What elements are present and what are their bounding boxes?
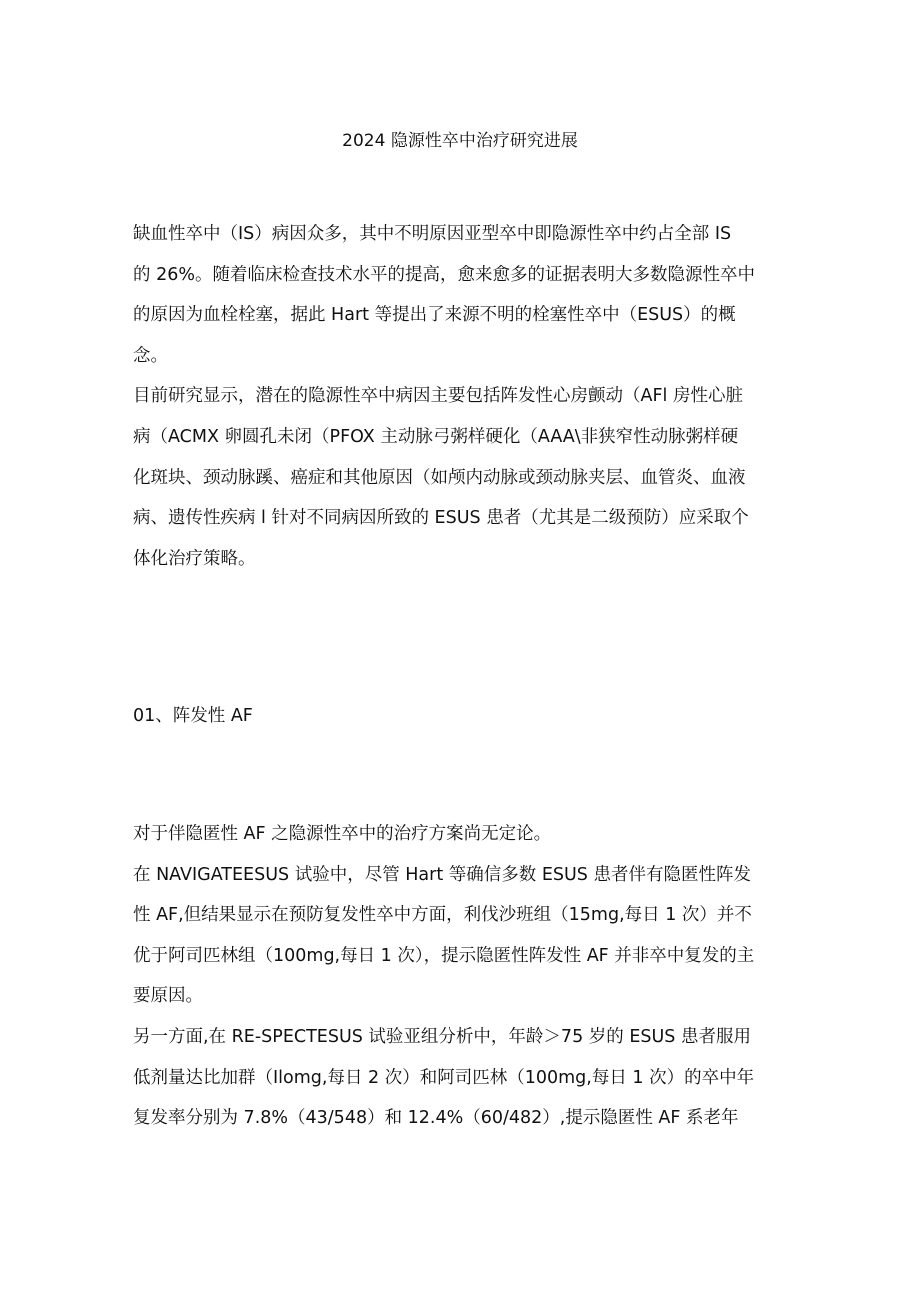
text-line: 病（ACMX 卵圆孔未闭（PFOX 主动脉弓粥样硬化（AAA\非狭窄性动脉粥样硬 xyxy=(133,426,739,447)
text-line: 化斑块、颈动脉蹊、癌症和其他原因（如颅内动脉或颈动脉夹层、血管炎、血液 xyxy=(133,467,746,488)
intro-paragraphs xyxy=(133,214,793,579)
section-paragraphs xyxy=(133,814,793,1139)
text-line: 病、遗传性疾病 l 针对不同病因所致的 ESUS 患者（尤其是二级预防）应采取个 xyxy=(133,508,749,529)
text-line: 低剂量达比加群（Ilomg,每日 2 次）和阿司匹林（100mg,每日 1 次）的卒中年 xyxy=(133,1067,755,1088)
text-line: 优于阿司匹林组（100mg,每日 1 次），提示隐匿性阵发性 AF 并非卒中复发的主 xyxy=(133,945,755,966)
text-line: 在 NAVIGATEESUS 试验中，尽管 Hart 等确信多数 ESUS 患者伴有隐匿性阵发 xyxy=(133,864,751,885)
text-line: 性 AF,但结果显示在预防复发性卒中方面，利伐沙班组（15mg,每日 1 次）并不 xyxy=(133,905,752,926)
text-line: 复发率分别为 7.8%（43/548）和 12.4%（60/482）,提示隐匿性 AF 系老年 xyxy=(133,1108,739,1129)
text-line: 的原因为血栓栓塞，据此 Hart 等提出了来源不明的栓塞性卒中（ESUS）的概 xyxy=(133,305,736,326)
text-line: 要原因。 xyxy=(133,986,203,1007)
text-line: 缺血性卒中（IS）病因众多，其中不明原因亚型卒中即隐源性卒中约占全部 IS xyxy=(133,224,732,244)
text-line: 念。 xyxy=(133,345,168,366)
text-line: 另一方面,在 RE-SPECTESUS 试验亚组分析中，年龄＞75 岁的 ESUS 患者服用 xyxy=(133,1026,751,1047)
text-line: 的 26%。随着临床检查技术水平的提高，愈来愈多的证据表明大多数隐源性卒中 xyxy=(133,264,755,285)
document-title: 2024 隐源性卒中治疗研究进展 xyxy=(342,131,578,151)
text-line: 对于伴隐匿性 AF 之隐源性卒中的治疗方案尚无定论。 xyxy=(133,824,552,844)
text-line: 体化治疗策略。 xyxy=(133,548,256,569)
text-line: 目前研究显示，潜在的隐源性卒中病因主要包括阵发性心房颤动（AFl 房性心脏 xyxy=(133,386,743,407)
section-heading: 01、阵发性 AF xyxy=(133,706,253,726)
